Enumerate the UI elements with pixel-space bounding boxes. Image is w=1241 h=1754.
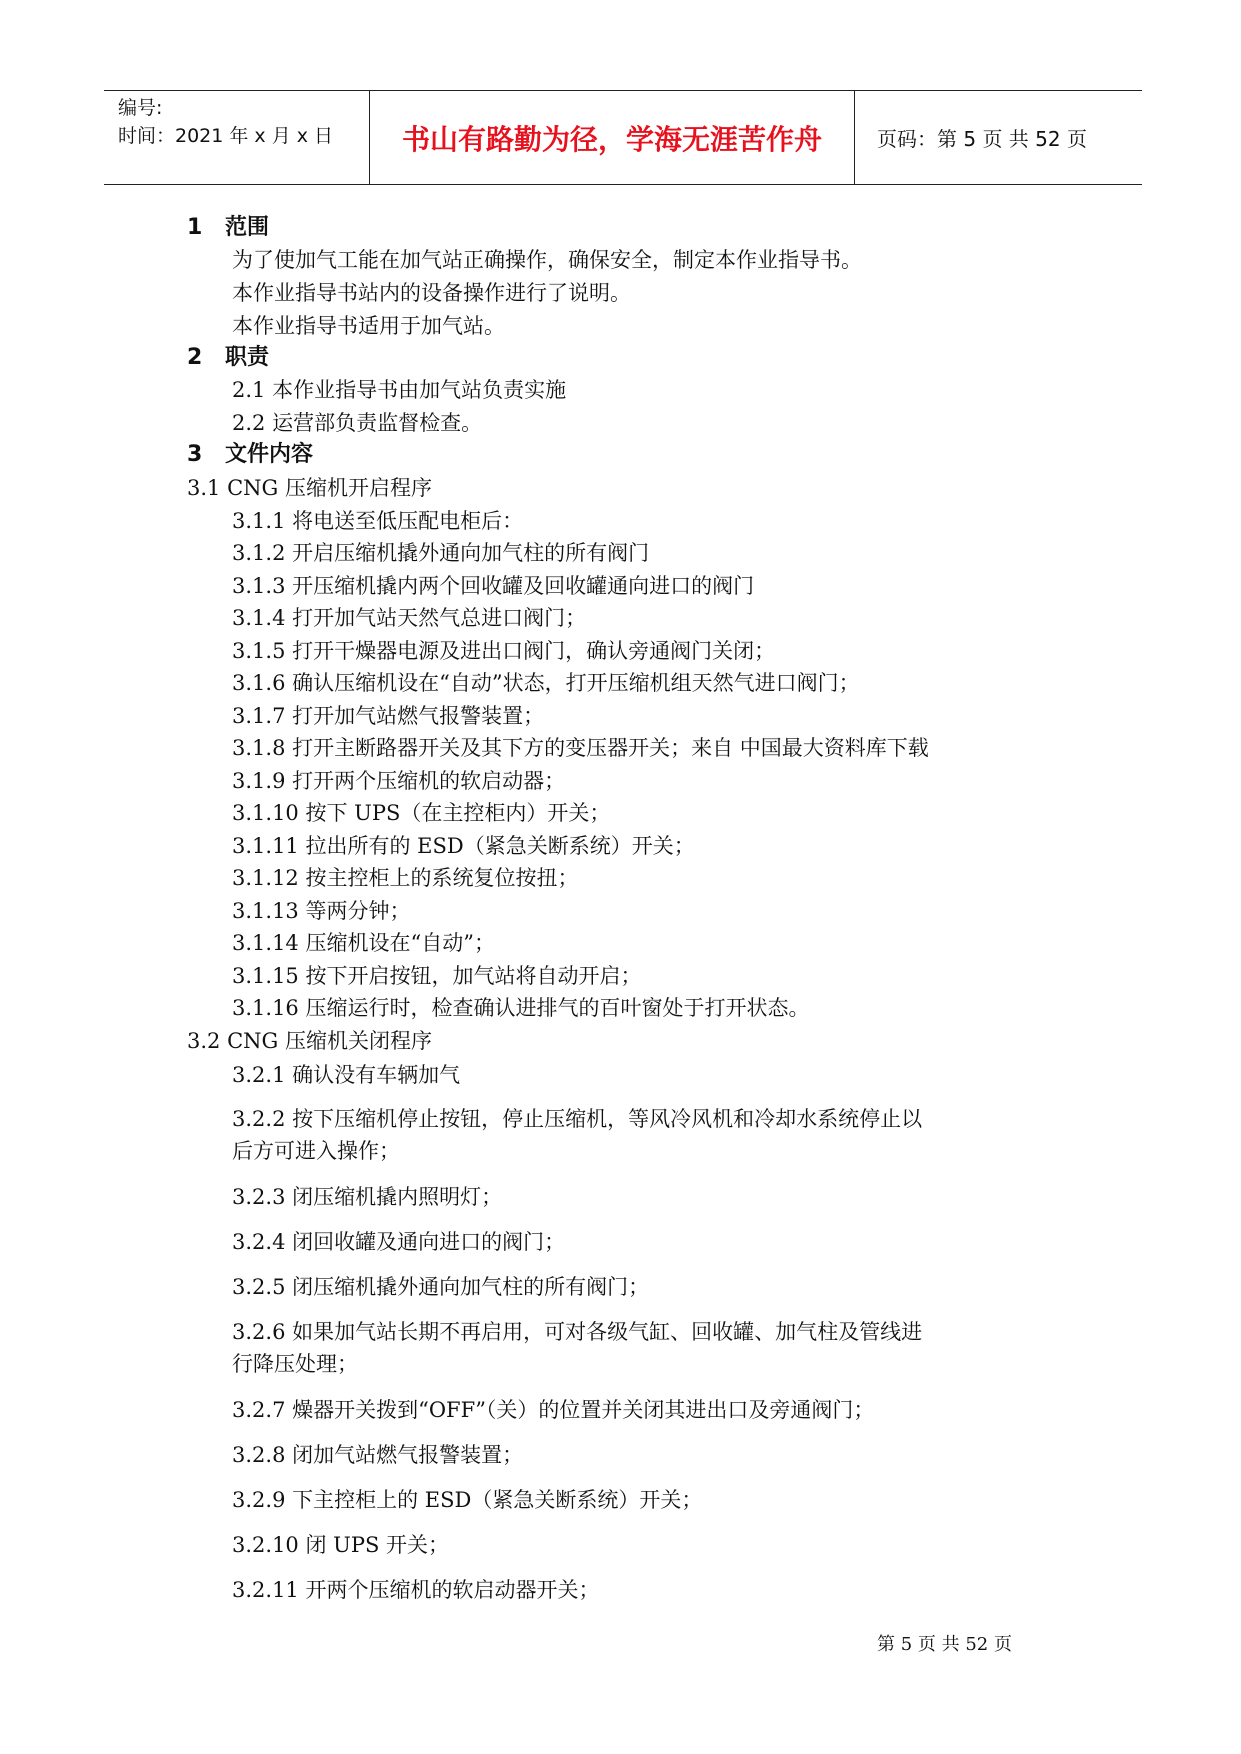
paragraph: 2.2 运营部负责监督检查。 bbox=[232, 411, 483, 435]
section-heading bbox=[187, 344, 269, 372]
paragraph: 本作业指导书适用于加气站。 bbox=[232, 314, 505, 338]
section-heading bbox=[187, 214, 269, 242]
list-item: 3.1.4 打开加气站天然气总进口阀门； bbox=[232, 606, 587, 630]
list-item: 3.1.5 打开干燥器电源及进出口阀门，确认旁通阀门关闭； bbox=[232, 639, 776, 663]
paragraph: 2.1 本作业指导书由加气站负责实施 bbox=[232, 378, 567, 402]
list-item: 3.2.5 闭压缩机撬外通向加气柱的所有阀门； bbox=[232, 1275, 650, 1299]
list-item: 3.2.8 闭加气站燃气报警装置； bbox=[232, 1443, 524, 1467]
list-item: 3.2.9 下主控柜上的 ESD（紧急关断系统）开关； bbox=[232, 1488, 703, 1512]
paragraph: 本作业指导书站内的设备操作进行了说明。 bbox=[232, 281, 631, 305]
list-item-continuation: 后方可进入操作； bbox=[232, 1139, 400, 1163]
list-item: 3.1.15 按下开启按钮，加气站将自动开启； bbox=[232, 964, 642, 988]
page-footer: 第 5 页 共 52 页 bbox=[877, 1634, 1012, 1655]
list-item: 3.1.14 压缩机设在“自动”； bbox=[232, 931, 495, 955]
paragraph: 为了使加气工能在加气站正确操作，确保安全，制定本作业指导书。 bbox=[232, 248, 862, 272]
list-item: 3.1.16 压缩运行时，检查确认进排气的百叶窗处于打开状态。 bbox=[232, 996, 810, 1020]
list-item: 3.1.7 打开加气站燃气报警装置； bbox=[232, 704, 545, 728]
time-label: 时间：2021 年 x 月 x 日 bbox=[118, 125, 334, 147]
section-title: 文件内容 bbox=[225, 442, 314, 467]
section-title: 职责 bbox=[225, 345, 270, 370]
header-meta-cell bbox=[104, 91, 369, 184]
list-item: 3.2.1 确认没有车辆加气 bbox=[232, 1063, 461, 1087]
list-item-continuation: 行降压处理； bbox=[232, 1352, 358, 1376]
list-item: 3.1.6 确认压缩机设在“自动”状态，打开压缩机组天然气进口阀门； bbox=[232, 671, 860, 695]
list-item: 3.1.11 拉出所有的 ESD（紧急关断系统）开关； bbox=[232, 834, 695, 858]
header-page-cell bbox=[855, 91, 1142, 184]
header-motto-cell bbox=[369, 91, 855, 184]
serial-label: 编号: bbox=[118, 97, 163, 119]
list-item: 3.1.8 打开主断路器开关及其下方的变压器开关；来自 中国最大资料库下载 bbox=[232, 736, 929, 760]
list-item: 3.1.2 开启压缩机撬外通向加气柱的所有阀门 bbox=[232, 541, 650, 565]
document-header bbox=[104, 90, 1142, 185]
list-item: 3.1.9 打开两个压缩机的软启动器； bbox=[232, 769, 566, 793]
list-item: 3.2.2 按下压缩机停止按钮，停止压缩机，等风冷风机和冷却水系统停止以 bbox=[232, 1107, 923, 1131]
page-info: 页码：第 5 页 共 52 页 bbox=[877, 127, 1087, 151]
list-item: 3.2.10 闭 UPS 开关； bbox=[232, 1533, 450, 1557]
list-item: 3.1.13 等两分钟； bbox=[232, 899, 411, 923]
motto: 书山有路勤为径，学海无涯苦作舟 bbox=[401, 122, 822, 156]
list-item: 3.2.7 燥器开关拨到“OFF”（关）的位置并关闭其进出口及旁通阀门； bbox=[232, 1398, 875, 1422]
list-item: 3.1.10 按下 UPS（在主控柜内）开关； bbox=[232, 801, 611, 825]
list-item: 3.1.1 将电送至低压配电柜后： bbox=[232, 509, 524, 533]
section-number: 3 bbox=[187, 442, 203, 467]
list-item: 3.2.6 如果加气站长期不再启用，可对各级气缸、回收罐、加气柱及管线进 bbox=[232, 1320, 923, 1344]
section-number: 2 bbox=[187, 345, 203, 370]
subsection-title: 3.2 CNG 压缩机关闭程序 bbox=[187, 1029, 432, 1053]
list-item: 3.2.11 开两个压缩机的软启动器开关； bbox=[232, 1578, 600, 1602]
subsection-title: 3.1 CNG 压缩机开启程序 bbox=[187, 476, 432, 500]
list-item: 3.2.3 闭压缩机撬内照明灯； bbox=[232, 1185, 503, 1209]
section-heading bbox=[187, 441, 313, 469]
list-item: 3.1.12 按主控柜上的系统复位按扭； bbox=[232, 866, 579, 890]
list-item: 3.2.4 闭回收罐及通向进口的阀门； bbox=[232, 1230, 566, 1254]
section-number: 1 bbox=[187, 215, 203, 240]
list-item: 3.1.3 开压缩机撬内两个回收罐及回收罐通向进口的阀门 bbox=[232, 574, 755, 598]
section-title: 范围 bbox=[225, 215, 270, 240]
